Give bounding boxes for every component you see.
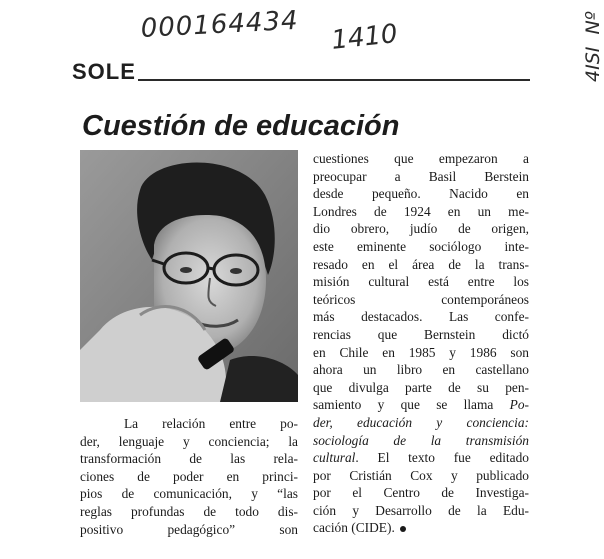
text-line: dio obrero, judío de origen, [313, 221, 529, 237]
portrait-photo [80, 150, 298, 402]
article-left-column [80, 415, 298, 538]
text-line: por el Centro de Investiga- [313, 485, 529, 501]
text-line: más destacados. Las confe- [313, 309, 529, 325]
text-line: este eminente sociólogo inte- [313, 238, 529, 254]
text-line: ahora un libro en castellano [313, 362, 529, 378]
text-line: ción y Desarrollo de la Edu- [313, 502, 529, 518]
text-line: transformación de las rela- [80, 451, 298, 467]
portrait-photo-icon [80, 150, 298, 402]
book-title-line: der, educación y conciencia: [313, 414, 529, 430]
handwritten-catalog-number: 000164434 [140, 5, 300, 44]
book-title-line: sociología de la transmisión [313, 432, 529, 448]
text-line: que divulga parte de su pen- [313, 379, 529, 395]
text-line-final [313, 519, 529, 537]
book-title-segment: cultural [313, 450, 356, 466]
section-rule-divider [138, 79, 530, 81]
text-line: der, lenguaje y conciencia; la [80, 433, 298, 449]
text-line: preocupar a Basil Berstein [313, 168, 529, 184]
text-line: misión cultural está entre los [313, 274, 529, 290]
text-line: resado en el área de la trans- [313, 256, 529, 272]
text-line: pios de comunicación, y “las [80, 486, 298, 502]
text-line: en Chile en 1985 y 1986 son [313, 344, 529, 360]
end-of-article-bullet [400, 526, 406, 532]
text-line: rencias que Bernstein dictó [313, 326, 529, 342]
text-line: reglas profundas de todo dis- [80, 503, 298, 519]
text-line: positivo pedagógico” son [80, 521, 298, 537]
text-line-with-title [313, 449, 529, 467]
article-right-column [313, 150, 529, 537]
text-line: desde pequeño. Nacido en [313, 186, 529, 202]
article-headline: Cuestión de educación [82, 110, 400, 142]
side-note-part: 4ISI [582, 46, 604, 82]
handwritten-side-note [582, 0, 604, 82]
book-title-segment: Po- [509, 397, 529, 413]
text-line: teóricos contemporáneos [313, 291, 529, 307]
text-line: por Cristián Cox y publicado [313, 467, 529, 483]
text-line-with-title [313, 396, 529, 414]
text-line: Londres de 1924 en un me- [313, 203, 529, 219]
section-name: SOLE [72, 59, 136, 84]
text-segment: samiento y que se llama [313, 397, 494, 413]
text-line: ciones de poder en princi- [80, 468, 298, 484]
handwritten-page-number: 1410 [330, 19, 399, 56]
text-line: cuestiones que empezaron a [313, 151, 529, 166]
side-note-part: Nº [582, 11, 604, 35]
text-segment: . El texto fue editado [355, 450, 529, 466]
text-line: La relación entre po- [124, 416, 298, 431]
text-segment: cación (CIDE). [313, 520, 395, 536]
